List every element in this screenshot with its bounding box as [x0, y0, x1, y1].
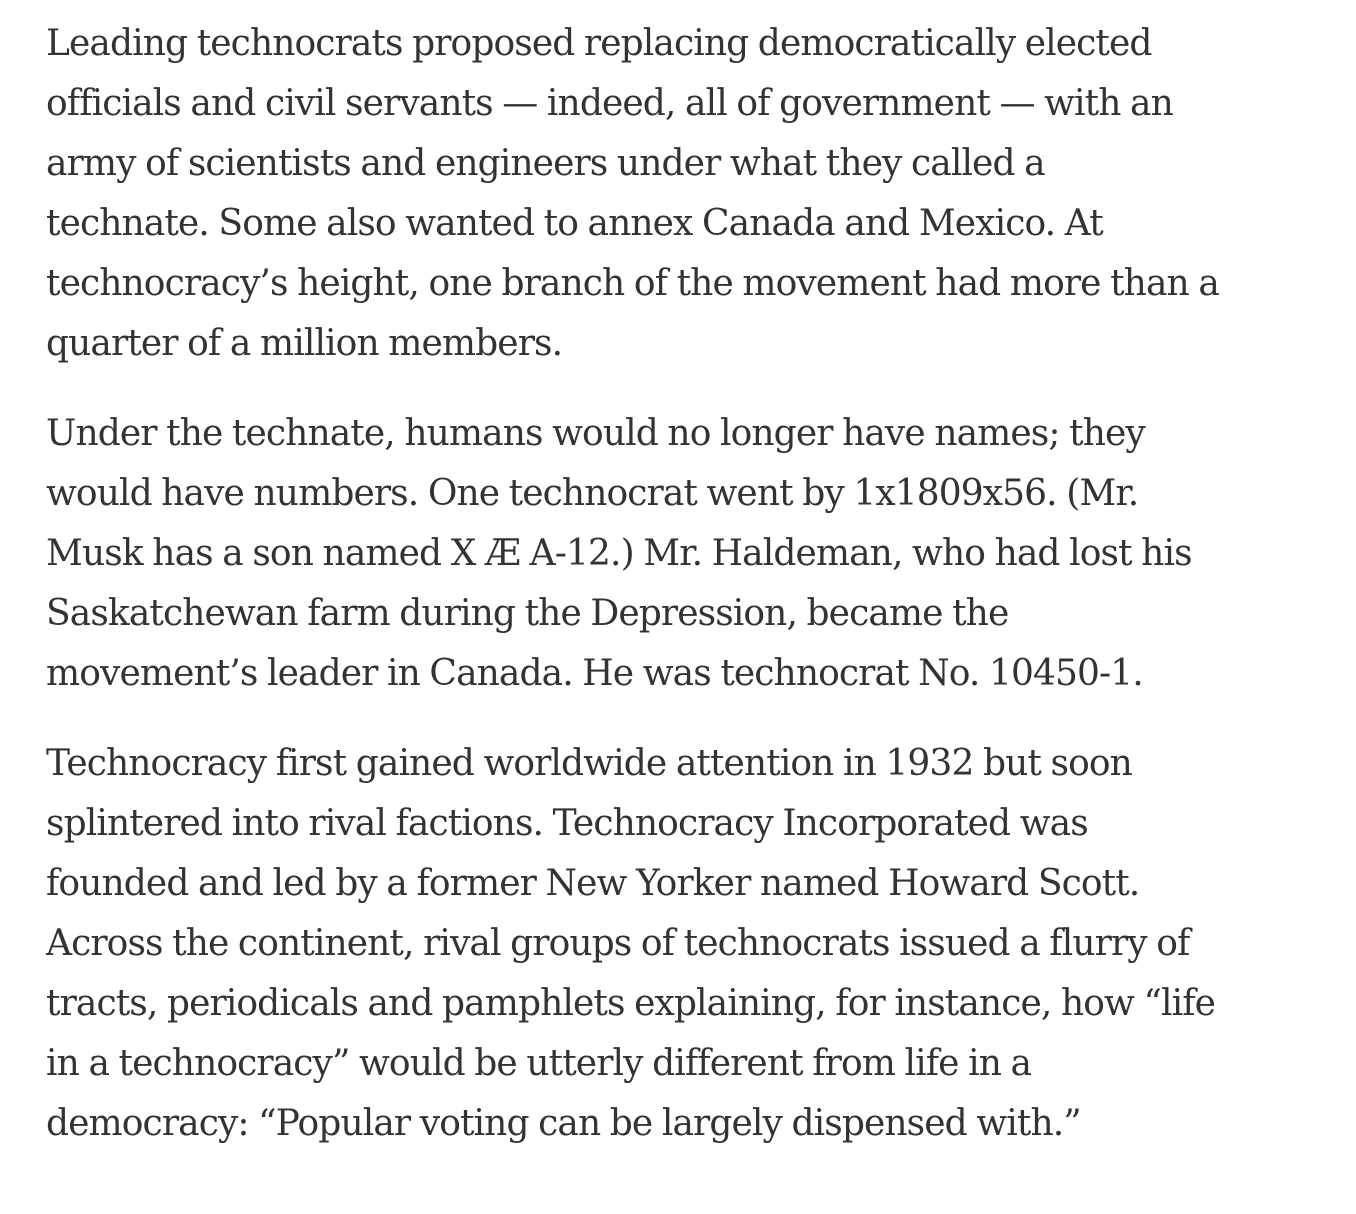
article-paragraph — [46, 734, 1286, 1154]
paragraph-line: democracy: “Popular voting can be largely dispensed with.” — [46, 1103, 1081, 1144]
paragraph-line: Under the technate, humans would no longer have names; they — [46, 413, 1145, 454]
paragraph-line: officials and civil servants — indeed, all of government — with an — [46, 83, 1173, 124]
paragraph-line: splintered into rival factions. Technocracy Incorporated was — [46, 803, 1088, 844]
paragraph-line: founded and led by a former New Yorker named Howard Scott. — [46, 863, 1140, 904]
paragraph-line: technate. Some also wanted to annex Canada and Mexico. At — [46, 203, 1103, 244]
article-paragraph — [46, 14, 1286, 374]
paragraph-line: Technocracy first gained worldwide attention in 1932 but soon — [46, 743, 1132, 784]
article-body — [46, 14, 1286, 1154]
paragraph-line: Leading technocrats proposed replacing democratically elected — [46, 23, 1152, 64]
paragraph-line: Across the continent, rival groups of technocrats issued a flurry of — [46, 923, 1190, 964]
paragraph-line: tracts, periodicals and pamphlets explaining, for instance, how “life — [46, 983, 1216, 1024]
paragraph-line: in a technocracy” would be utterly different from life in a — [46, 1043, 1032, 1084]
paragraph-line: would have numbers. One technocrat went by 1x1809x56. (Mr. — [46, 473, 1139, 514]
paragraph-line: quarter of a million members. — [46, 323, 563, 364]
paragraph-line: technocracy’s height, one branch of the movement had more than a — [46, 263, 1219, 304]
paragraph-line: Musk has a son named X Æ A-12.) Mr. Haldeman, who had lost his — [46, 533, 1192, 574]
paragraph-line: Saskatchewan farm during the Depression, became the — [46, 593, 1009, 634]
paragraph-line: army of scientists and engineers under what they called a — [46, 143, 1045, 184]
article-paragraph — [46, 404, 1286, 704]
paragraph-line: movement’s leader in Canada. He was technocrat No. 10450-1. — [46, 653, 1143, 694]
